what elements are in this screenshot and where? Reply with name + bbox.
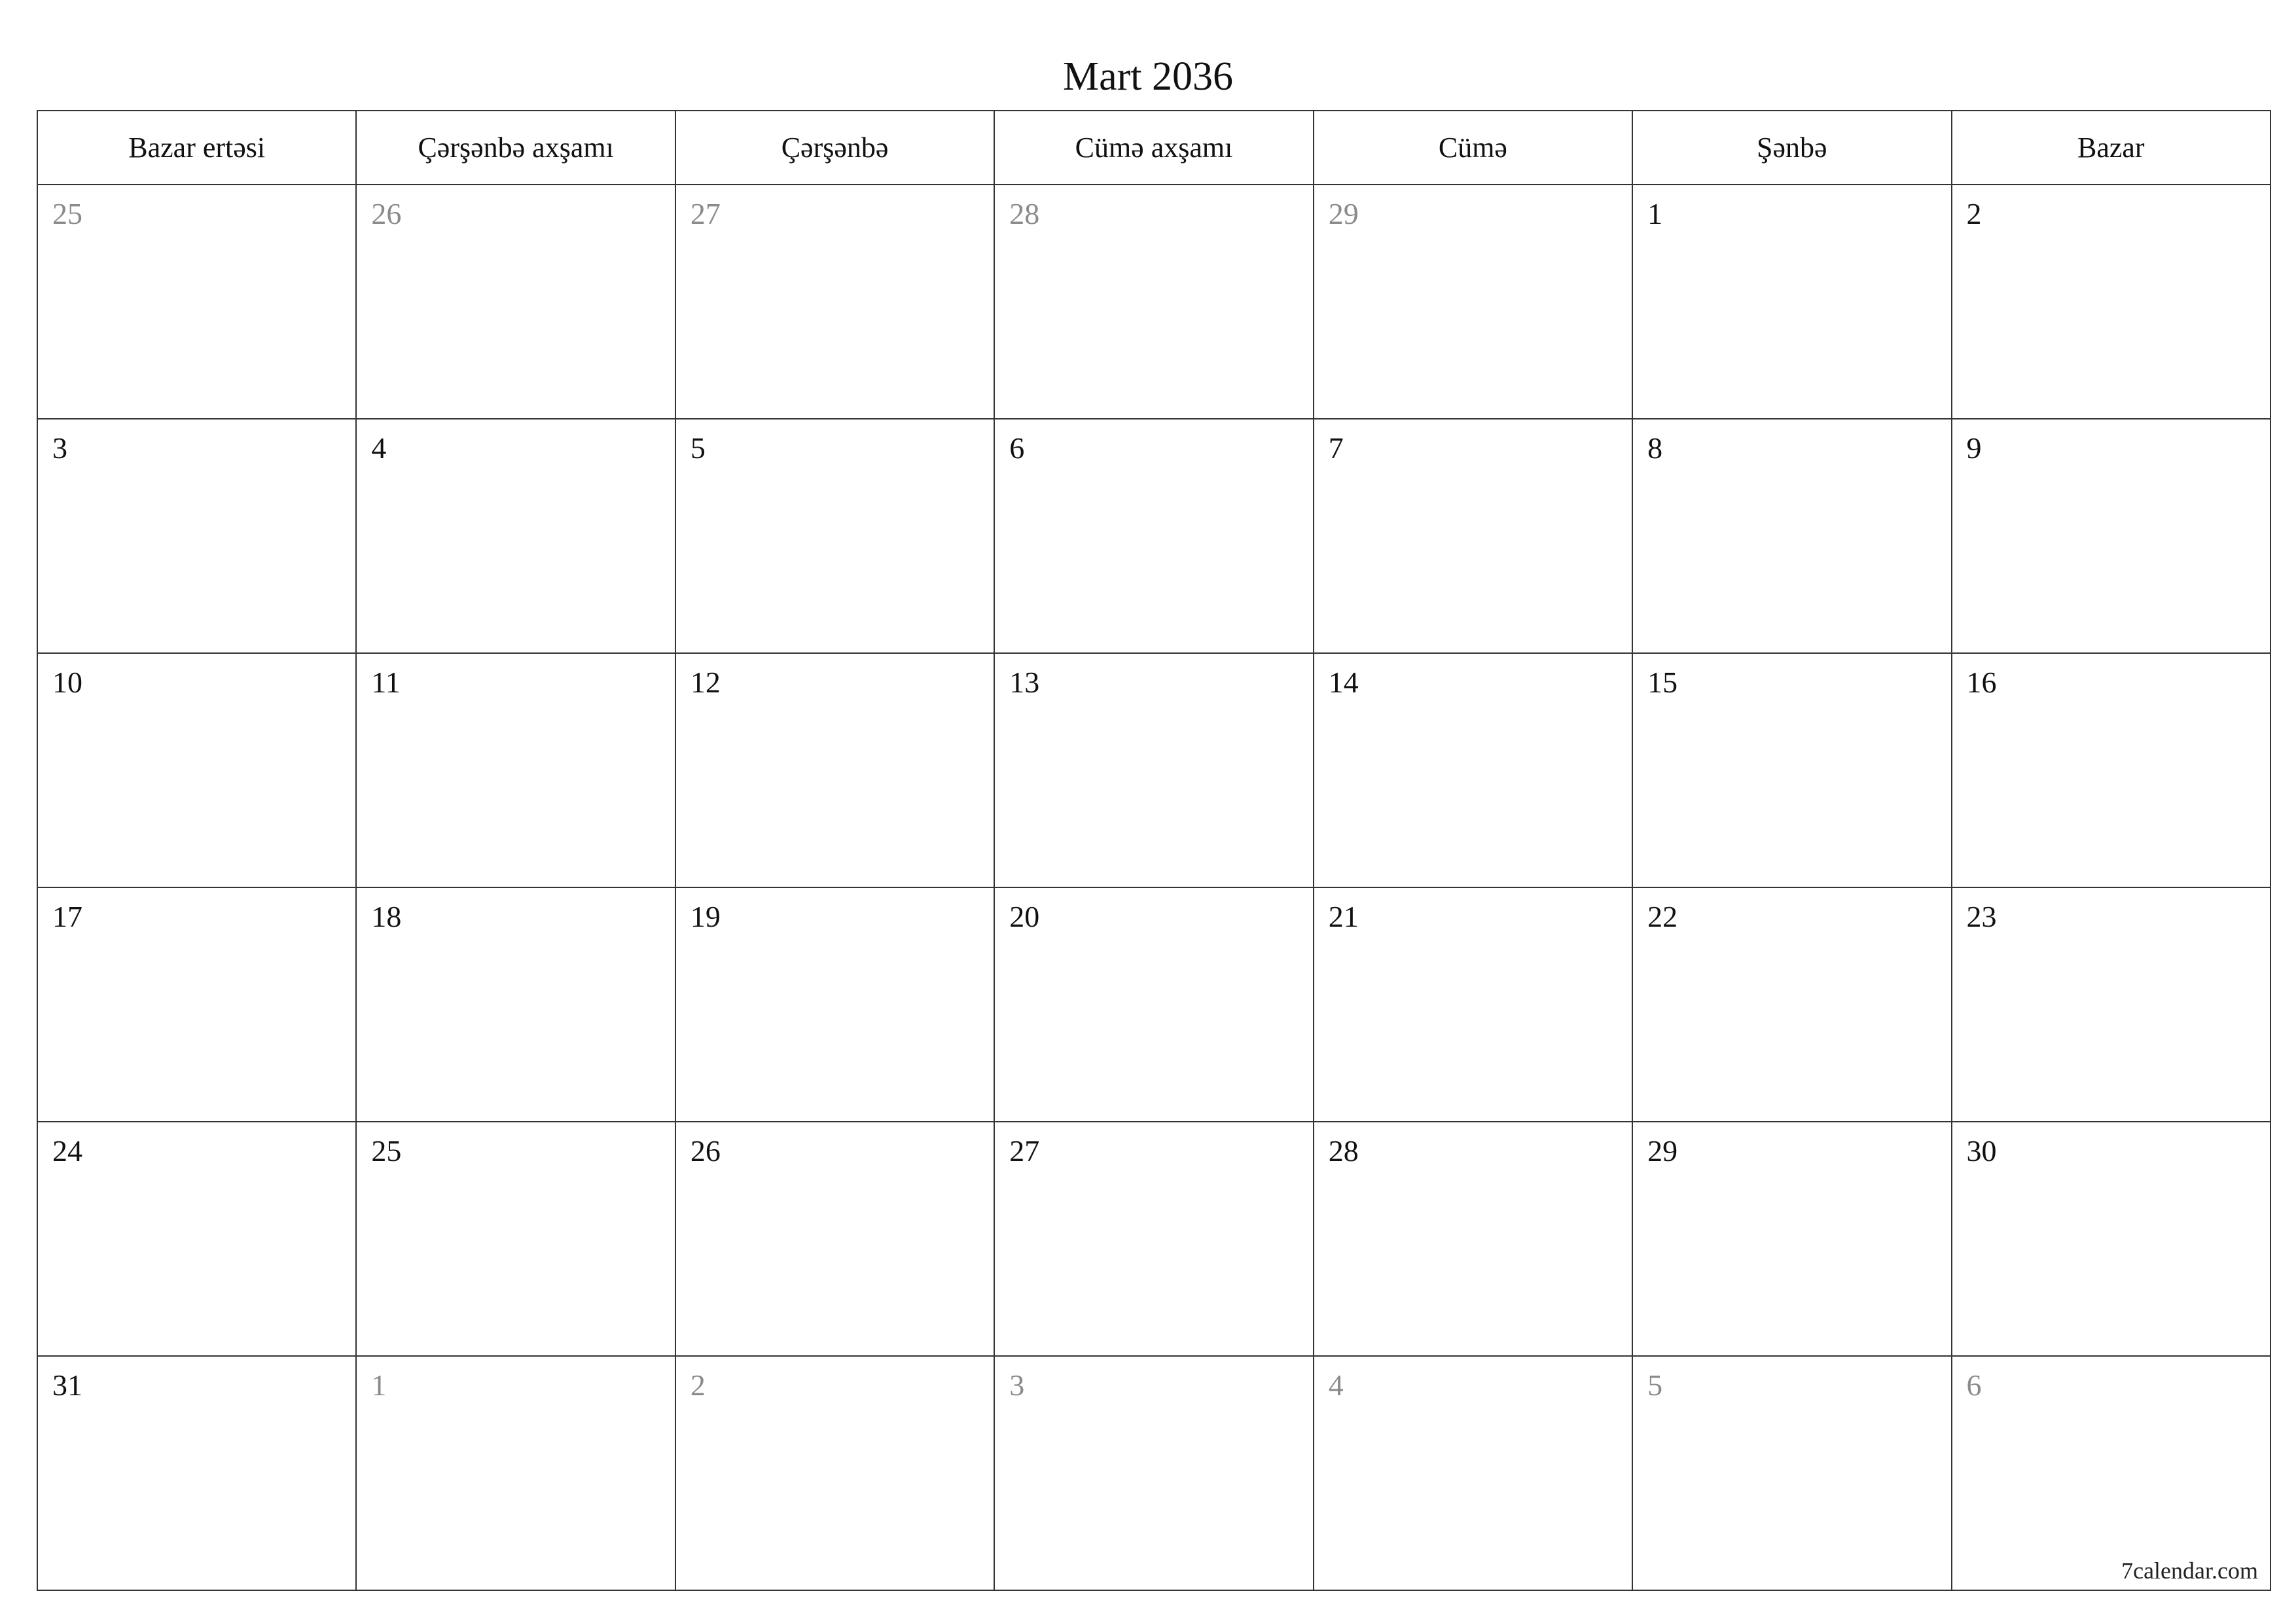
day-cell — [1632, 1122, 1951, 1356]
day-cell — [1952, 419, 2270, 653]
day-number: 27 — [1009, 1134, 1040, 1168]
day-cell — [1952, 1356, 2270, 1590]
calendar-weeks — [37, 185, 2270, 1590]
day-cell — [994, 419, 1313, 653]
day-cell — [1632, 653, 1951, 887]
day-cell — [1314, 185, 1632, 419]
day-number: 4 — [371, 431, 387, 465]
adjacent-month-day-number: 2 — [690, 1368, 706, 1402]
day-cell — [675, 887, 994, 1122]
day-number: 18 — [371, 900, 402, 933]
adjacent-month-day-number: 5 — [1647, 1368, 1663, 1402]
day-number: 12 — [690, 666, 721, 699]
day-number: 1 — [1647, 197, 1663, 230]
watermark-link: 7calendar.com — [2121, 1558, 2258, 1584]
day-cell — [1314, 653, 1632, 887]
day-number: 31 — [52, 1368, 82, 1402]
day-number: 22 — [1647, 900, 1678, 933]
calendar-title: Mart 2036 — [1062, 54, 1234, 99]
day-cell — [1314, 887, 1632, 1122]
adjacent-month-day-number: 4 — [1328, 1368, 1344, 1402]
day-number: 13 — [1009, 666, 1040, 699]
day-cell — [37, 1122, 356, 1356]
day-cell — [356, 419, 675, 653]
day-number: 24 — [52, 1134, 82, 1168]
day-number: 30 — [1966, 1134, 1997, 1168]
day-cell — [1952, 185, 2270, 419]
day-cell — [1314, 1122, 1632, 1356]
adjacent-month-day-number: 3 — [1009, 1368, 1025, 1402]
weekday-tuesday: Çərşənbə axşamı — [356, 111, 675, 185]
day-cell — [1952, 887, 2270, 1122]
day-cell — [994, 887, 1313, 1122]
weekday-saturday: Şənbə — [1632, 111, 1951, 185]
weekday-sunday: Bazar — [1952, 111, 2270, 185]
week-row — [37, 1356, 2270, 1590]
day-cell — [1632, 887, 1951, 1122]
day-number: 17 — [52, 900, 82, 933]
day-cell — [356, 887, 675, 1122]
day-cell — [675, 1122, 994, 1356]
weekday-wednesday: Çərşənbə — [675, 111, 994, 185]
week-row — [37, 1122, 2270, 1356]
adjacent-month-day-number: 26 — [371, 197, 402, 230]
day-cell — [37, 185, 356, 419]
day-cell — [356, 1356, 675, 1590]
day-number: 29 — [1647, 1134, 1678, 1168]
day-cell — [1952, 653, 2270, 887]
day-number: 28 — [1328, 1134, 1359, 1168]
adjacent-month-day-number: 27 — [690, 197, 721, 230]
day-cell — [675, 653, 994, 887]
day-cell — [994, 185, 1313, 419]
day-number: 15 — [1647, 666, 1678, 699]
day-cell — [1314, 1356, 1632, 1590]
day-cell — [1314, 419, 1632, 653]
day-cell — [675, 419, 994, 653]
day-cell — [356, 653, 675, 887]
week-row — [37, 653, 2270, 887]
day-number: 25 — [371, 1134, 402, 1168]
day-cell — [1952, 1122, 2270, 1356]
adjacent-month-day-number: 28 — [1009, 197, 1040, 230]
adjacent-month-day-number: 29 — [1328, 197, 1359, 230]
day-number: 5 — [690, 431, 706, 465]
day-number: 8 — [1647, 431, 1663, 465]
day-number: 26 — [690, 1134, 721, 1168]
day-number: 2 — [1966, 197, 1982, 230]
day-number: 7 — [1328, 431, 1344, 465]
day-cell — [1632, 185, 1951, 419]
day-cell — [1632, 419, 1951, 653]
day-number: 11 — [371, 666, 401, 699]
day-cell — [356, 1122, 675, 1356]
weekday-thursday: Cümə axşamı — [994, 111, 1313, 185]
day-number: 14 — [1328, 666, 1359, 699]
calendar-grid — [37, 110, 2271, 1591]
day-cell — [1632, 1356, 1951, 1590]
day-number: 3 — [52, 431, 67, 465]
week-row — [37, 419, 2270, 653]
adjacent-month-day-number: 6 — [1966, 1368, 1982, 1402]
day-number: 16 — [1966, 666, 1997, 699]
day-cell — [994, 1122, 1313, 1356]
day-number: 19 — [690, 900, 721, 933]
adjacent-month-day-number: 1 — [371, 1368, 387, 1402]
day-cell — [675, 185, 994, 419]
day-number: 10 — [52, 666, 82, 699]
week-row — [37, 185, 2270, 419]
day-number: 9 — [1966, 431, 1982, 465]
week-row — [37, 887, 2270, 1122]
weekday-friday: Cümə — [1314, 111, 1632, 185]
day-cell — [37, 419, 356, 653]
weekday-monday: Bazar ertəsi — [37, 111, 356, 185]
day-cell — [675, 1356, 994, 1590]
day-cell — [994, 1356, 1313, 1590]
day-cell — [37, 653, 356, 887]
day-cell — [37, 1356, 356, 1590]
day-number: 23 — [1966, 900, 1997, 933]
weekday-header-row — [37, 111, 2270, 185]
day-cell — [356, 185, 675, 419]
adjacent-month-day-number: 25 — [52, 197, 82, 230]
day-cell — [994, 653, 1313, 887]
day-number: 6 — [1009, 431, 1025, 465]
day-cell — [37, 887, 356, 1122]
day-number: 21 — [1328, 900, 1359, 933]
day-number: 20 — [1009, 900, 1040, 933]
